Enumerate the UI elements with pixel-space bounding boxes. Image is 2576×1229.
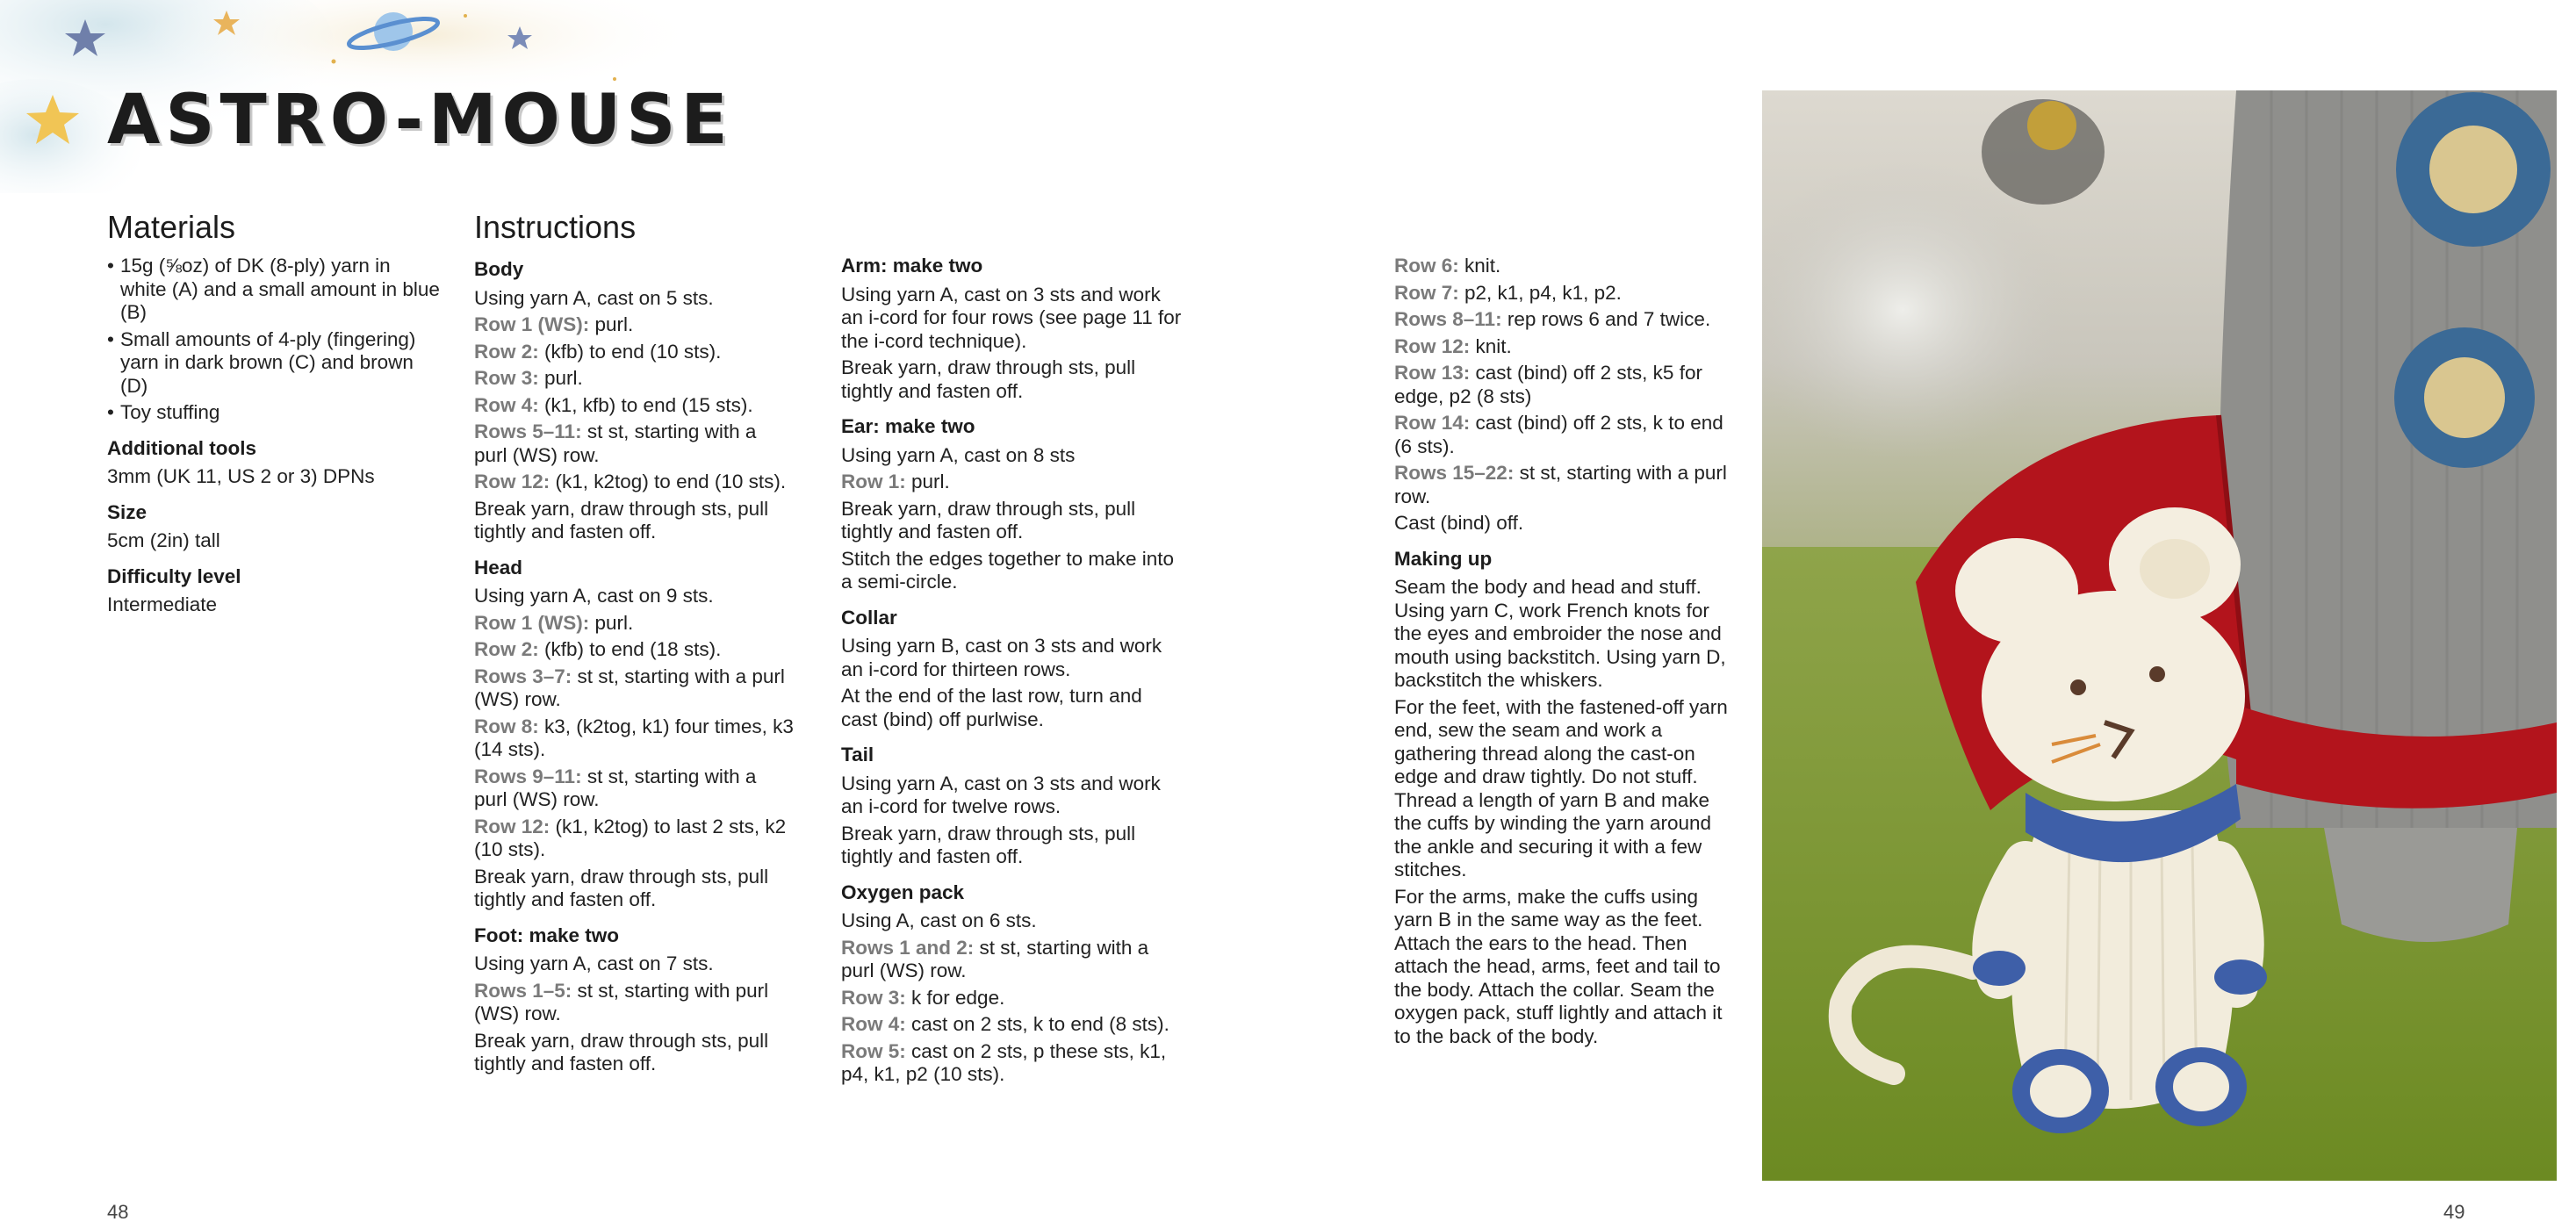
section-tail — [841, 744, 1184, 869]
row-text: At the end of the last row, turn and cast (bind) off purlwise. — [841, 685, 1142, 730]
pattern-title: ASTRO-MOUSE — [107, 81, 733, 160]
instruction-line — [841, 498, 1184, 544]
row-label: Row 14: — [1394, 412, 1471, 434]
instruction-line — [841, 284, 1184, 354]
instruction-line — [474, 765, 795, 812]
row-label: Rows 9–11: — [474, 765, 582, 787]
making-up-paragraph: For the feet, with the fastened-off yarn end, sew the seam and work a gathering thread along the cast-on edge and draw tightly. Do not stuff. Thread a length of yarn B and make the cuffs by winding the yarn around the ankle and securing it with a few stitches. — [1394, 695, 1728, 880]
instruction-line — [841, 1040, 1184, 1087]
difficulty-heading: Difficulty level — [107, 564, 241, 587]
row-text: purl. — [905, 471, 950, 492]
instruction-line — [474, 715, 795, 762]
instruction-line — [474, 313, 795, 337]
row-text: st st, starting with a purl (WS) row. — [474, 420, 757, 466]
instruction-line — [474, 498, 795, 544]
section-heading: Oxygen pack — [841, 880, 965, 903]
row-text: st st, starting with purl (WS) row. — [474, 979, 769, 1024]
instruction-line — [841, 909, 1184, 933]
instruction-line — [841, 823, 1184, 869]
row-text: (k1, k2tog) to end (10 sts). — [550, 471, 787, 492]
instruction-line — [474, 980, 795, 1026]
instruction-line — [474, 394, 795, 418]
row-text: k3, (k2tog, k1) four times, k3 (14 sts). — [474, 715, 794, 760]
row-text: cast on 2 sts, k to end (8 sts). — [905, 1013, 1169, 1035]
row-label: Row 8: — [474, 715, 539, 737]
instruction-line — [841, 1013, 1184, 1037]
row-label: Row 4: — [841, 1013, 906, 1035]
row-label: Rows 1 and 2: — [841, 936, 975, 959]
instruction-line — [841, 471, 1184, 494]
section-heading: Ear: make two — [841, 415, 975, 437]
section-heading: Collar — [841, 606, 897, 629]
instruction-line — [841, 356, 1184, 403]
row-label: Row 13: — [1394, 362, 1471, 384]
instruction-line — [474, 866, 795, 912]
section-foot — [474, 924, 795, 1076]
row-label: Row 12: — [1394, 334, 1471, 357]
row-text: cast on 2 sts, p these sts, k1, p4, k1, p2 (10 sts). — [841, 1039, 1167, 1085]
section-oxygen-pack-continued — [1394, 255, 1737, 535]
list-item: • 15g (⅝oz) of DK (8-ply) yarn in white (A) and a small amount in blue (B) — [107, 255, 441, 325]
size-heading: Size — [107, 500, 148, 523]
instruction-line — [1394, 255, 1737, 278]
instruction-line — [841, 444, 1184, 468]
instruction-line — [1394, 282, 1737, 305]
row-text: st st, starting with a purl row. — [1394, 462, 1727, 507]
instruction-line — [1394, 335, 1737, 359]
instruction-line — [1394, 462, 1737, 508]
instruction-line — [841, 548, 1184, 594]
section-collar — [841, 607, 1184, 732]
row-text: Break yarn, draw through sts, pull tightly and fasten off. — [474, 1029, 769, 1074]
tools-text: 3mm (UK 11, US 2 or 3) DPNs — [107, 465, 375, 487]
row-text: Break yarn, draw through sts, pull tightly and fasten off. — [841, 497, 1136, 543]
row-text: (kfb) to end (18 sts). — [538, 638, 722, 660]
tools-heading: Additional tools — [107, 436, 256, 459]
row-label: Rows 8–11: — [1394, 308, 1502, 330]
row-text: Using yarn A, cast on 7 sts. — [474, 952, 714, 974]
instruction-line — [841, 685, 1184, 731]
row-text: Break yarn, draw through sts, pull tightly and fasten off. — [841, 356, 1136, 402]
row-text: st st, starting with a purl (WS) row. — [841, 936, 1149, 981]
row-text: Break yarn, draw through sts, pull tightly and fasten off. — [474, 497, 769, 543]
astro-mouse-photo — [1762, 90, 2557, 1181]
instruction-line — [474, 287, 795, 311]
row-text: st st, starting with a purl (WS) row. — [474, 665, 785, 710]
difficulty-text: Intermediate — [107, 593, 218, 615]
row-text: Using yarn B, cast on 3 sts and work an i-cord for thirteen rows. — [841, 635, 1162, 680]
row-text: purl. — [589, 611, 634, 634]
instruction-line — [474, 1030, 795, 1076]
instructions-column-3 — [1394, 255, 1737, 1052]
section-ear — [841, 415, 1184, 594]
instruction-line — [1394, 308, 1737, 332]
instructions-column-2 — [841, 255, 1184, 1090]
instruction-line — [1394, 412, 1737, 458]
section-head — [474, 557, 795, 912]
instruction-line — [474, 471, 795, 494]
making-up-paragraph: Seam the body and head and stuff. Using yarn C, work French knots for the eyes and embroider the nose and mouth using backstitch. Using yarn D, backstitch the whiskers. — [1394, 576, 1726, 691]
row-text: Using yarn A, cast on 9 sts. — [474, 585, 714, 607]
row-text: Using yarn A, cast on 8 sts — [841, 443, 1076, 466]
instruction-line — [474, 638, 795, 662]
row-label: Row 3: — [474, 367, 539, 389]
row-text: Using A, cast on 6 sts. — [841, 909, 1037, 931]
instruction-line — [841, 937, 1184, 983]
row-text: p2, k1, p4, k1, p2. — [1458, 281, 1622, 304]
row-label: Row 5: — [841, 1039, 906, 1062]
materials-heading: Materials — [107, 209, 236, 245]
instructions-heading: Instructions — [474, 209, 637, 245]
row-label: Rows 15–22: — [1394, 462, 1515, 484]
section-heading: Tail — [841, 744, 874, 765]
page-number-left: 48 — [107, 1201, 129, 1223]
instruction-line — [474, 816, 795, 862]
row-label: Rows 1–5: — [474, 979, 572, 1002]
instruction-line — [474, 367, 795, 391]
row-label: Row 3: — [841, 986, 906, 1009]
instructions-column-1 — [474, 209, 795, 1080]
row-label: Row 6: — [1394, 255, 1459, 277]
row-text: k for edge. — [905, 986, 1005, 1009]
row-label: Row 12: — [474, 471, 550, 492]
size-text: 5cm (2in) tall — [107, 529, 220, 551]
section-making-up — [1394, 548, 1737, 1049]
row-label: Row 2: — [474, 638, 539, 660]
instruction-line — [474, 612, 795, 636]
section-arm — [841, 255, 1184, 403]
row-label: Rows 3–7: — [474, 665, 572, 687]
instruction-line — [841, 635, 1184, 681]
materials-list — [107, 255, 441, 425]
row-text: purl. — [538, 367, 583, 389]
instruction-line — [841, 773, 1184, 819]
row-text: knit. — [1458, 255, 1501, 277]
row-text: Stitch the edges together to make into a semi-circle. — [841, 547, 1174, 593]
row-label: Row 12: — [474, 815, 550, 837]
row-text: cast (bind) off 2 sts, k to end (6 sts). — [1394, 412, 1723, 457]
row-label: Row 2: — [474, 340, 539, 363]
instruction-line — [474, 952, 795, 976]
row-text: purl. — [589, 313, 634, 335]
instruction-line — [1394, 362, 1737, 408]
list-item: • Toy stuffing — [107, 401, 441, 425]
row-text: st st, starting with a purl (WS) row. — [474, 765, 757, 810]
instruction-line — [474, 341, 795, 364]
row-text: Using yarn A, cast on 5 sts. — [474, 286, 714, 309]
row-text: Cast (bind) off. — [1394, 512, 1524, 534]
page-number-right: 49 — [2443, 1201, 2465, 1223]
row-label: Row 4: — [474, 393, 539, 416]
row-text: (k1, k2tog) to last 2 sts, k2 (10 sts). — [474, 815, 787, 860]
row-text: knit. — [1470, 334, 1512, 357]
instruction-line — [1394, 512, 1737, 535]
instruction-line — [474, 420, 795, 467]
row-text: Break yarn, draw through sts, pull tightly and fasten off. — [474, 865, 769, 910]
row-text: rep rows 6 and 7 twice. — [1501, 308, 1711, 330]
section-heading: Arm: make two — [841, 255, 983, 277]
row-text: (k1, kfb) to end (15 sts). — [538, 393, 753, 416]
section-oxygen-pack — [841, 881, 1184, 1087]
row-label: Row 1: — [841, 471, 906, 492]
row-text: cast (bind) off 2 sts, k5 for edge, p2 (8 sts) — [1394, 362, 1702, 407]
section-body — [474, 258, 795, 544]
section-heading: Body — [474, 258, 524, 280]
row-label: Row 1 (WS): — [474, 611, 590, 634]
making-up-heading: Making up — [1394, 547, 1493, 570]
instruction-line — [474, 665, 795, 712]
making-up-paragraph: For the arms, make the cuffs using yarn B in the same way as the feet. Attach the ears to the head. Then attach the head, arms, feet and tail to the body. Attach the collar. Seam the oxygen pack, stuff lightly and attach it to the back of the body. — [1394, 885, 1723, 1047]
instruction-line — [474, 585, 795, 608]
row-label: Row 1 (WS): — [474, 313, 590, 335]
row-text: (kfb) to end (10 sts). — [538, 340, 722, 363]
row-text: Break yarn, draw through sts, pull tightly and fasten off. — [841, 822, 1136, 867]
row-label: Row 7: — [1394, 281, 1459, 304]
list-item: • Small amounts of 4-ply (fingering) yarn in dark brown (C) and brown (D) — [107, 328, 441, 399]
row-text: Using yarn A, cast on 3 sts and work an i-cord for twelve rows. — [841, 772, 1161, 817]
section-heading: Foot: make two — [474, 924, 620, 946]
row-label: Rows 5–11: — [474, 420, 582, 442]
instruction-line — [841, 987, 1184, 1010]
row-text: Using yarn A, cast on 3 sts and work an i-cord for four rows (see page 11 for the i-cord technique). — [841, 283, 1182, 352]
section-heading: Head — [474, 556, 523, 579]
materials-column — [107, 209, 441, 621]
